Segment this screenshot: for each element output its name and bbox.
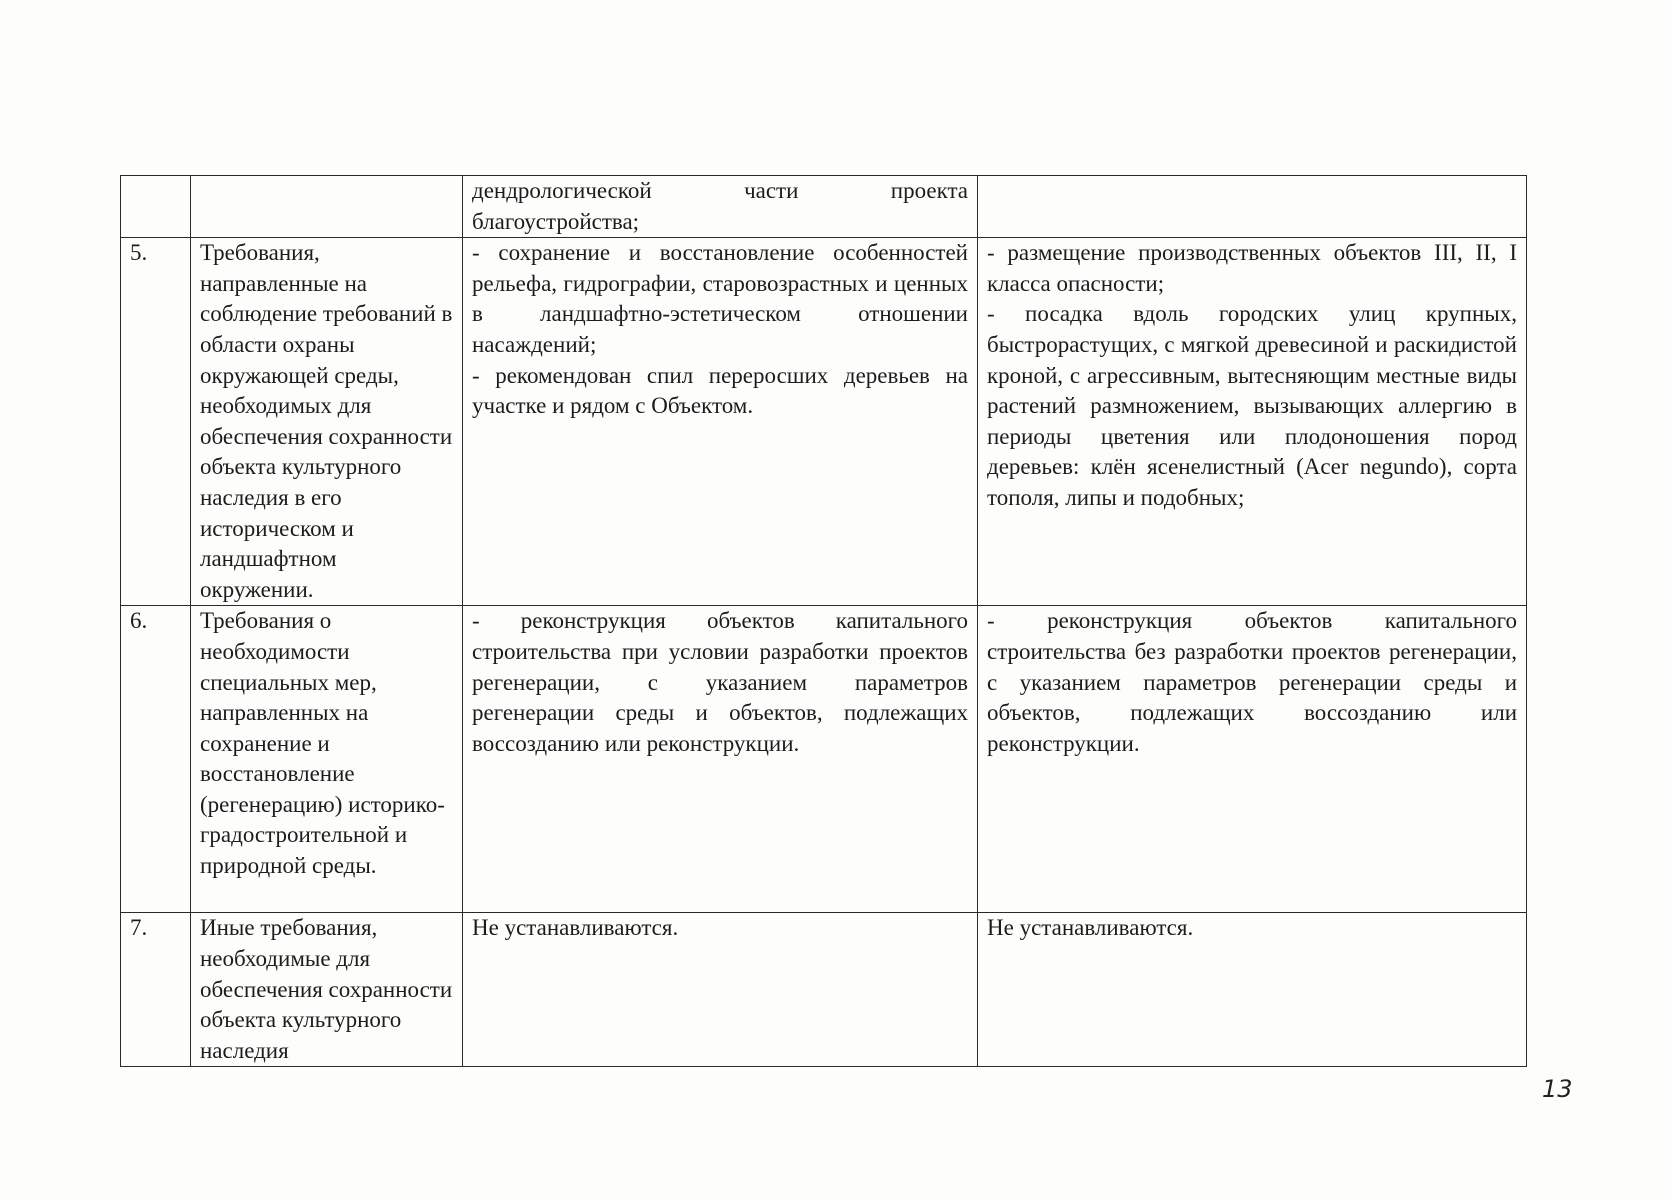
requirement-title: Иные требования, необходимые для обеспечения сохранности объекта культурного наследия (200, 915, 453, 1063)
table-row (121, 238, 1527, 606)
right-paragraph: - размещение производственных объектов III, II, I класса опасности; (987, 240, 1517, 296)
mid-paragraph: дендрологической части проекта (472, 178, 968, 203)
table-row (121, 176, 1527, 238)
requirement-title-cell (191, 176, 463, 238)
requirement-title: Требования, направленные на соблюдение требований в области охраны окружающей среды, необходимых для обеспечения сохранности объекта культурного наследия в его историческом и ландшафтном окружении. (200, 240, 453, 602)
right-paragraph: - реконструкция объектов капитального строительства без разработки проектов регенерации, с указанием параметров регенерации среды и объектов, подлежащих воссозданию или реконструкции. (987, 608, 1517, 756)
requirement-mid-cell (463, 238, 978, 606)
mid-paragraph: Не устанавливаются. (472, 915, 679, 941)
requirement-mid-cell (463, 606, 978, 913)
requirement-right-cell (978, 238, 1527, 606)
mid-paragraph: - реконструкция объектов капитального строительства при условии разработки проектов регенерации, с указанием параметров регенерации среды и объектов, подлежащих воссозданию или реконструкции. (472, 608, 968, 756)
requirements-table (120, 175, 1527, 1067)
table-row (121, 606, 1527, 913)
row-number-cell: 5. (121, 238, 191, 606)
mid-paragraph: - сохранение и восстановление особенностей рельефа, гидрографии, старовозрастных и ценных в ландшафтно-эстетическом отношении насаждений; (472, 240, 968, 357)
requirement-title: Требования о необходимости специальных мер, направленных на сохранение и восстановление (регенерацию) историко-градостроительной и природной среды. (200, 608, 445, 879)
right-paragraph: - посадка вдоль городских улиц крупных, быстрорастущих, с мягкой древесиной и раскидистой кроной, с агрессивным, вытесняющим местные виды растений размножением, вызывающих аллергию в периоды цветения или плодоношения пород деревьев: клён ясенелистный (Acer negundo), сорта тополя, липы и подобных; (987, 301, 1517, 510)
requirement-right-cell (978, 913, 1527, 1067)
requirement-title-cell (191, 606, 463, 913)
requirement-mid-cell (463, 176, 978, 238)
table-row (121, 913, 1527, 1067)
requirement-right-cell (978, 606, 1527, 913)
requirement-mid-cell (463, 913, 978, 1067)
row-number-cell: 6. (121, 606, 191, 913)
requirement-title-cell (191, 238, 463, 606)
row-number-cell: 7. (121, 913, 191, 1067)
requirement-right-cell (978, 176, 1527, 238)
mid-paragraph: благоустройства; (472, 208, 640, 234)
page-number: 13 (1542, 1075, 1573, 1103)
requirement-title-cell (191, 913, 463, 1067)
row-number-cell (121, 176, 191, 238)
mid-paragraph: - рекомендован спил переросших деревьев на участке и рядом с Объектом. (472, 362, 968, 419)
right-paragraph: Не устанавливаются. (987, 915, 1194, 941)
